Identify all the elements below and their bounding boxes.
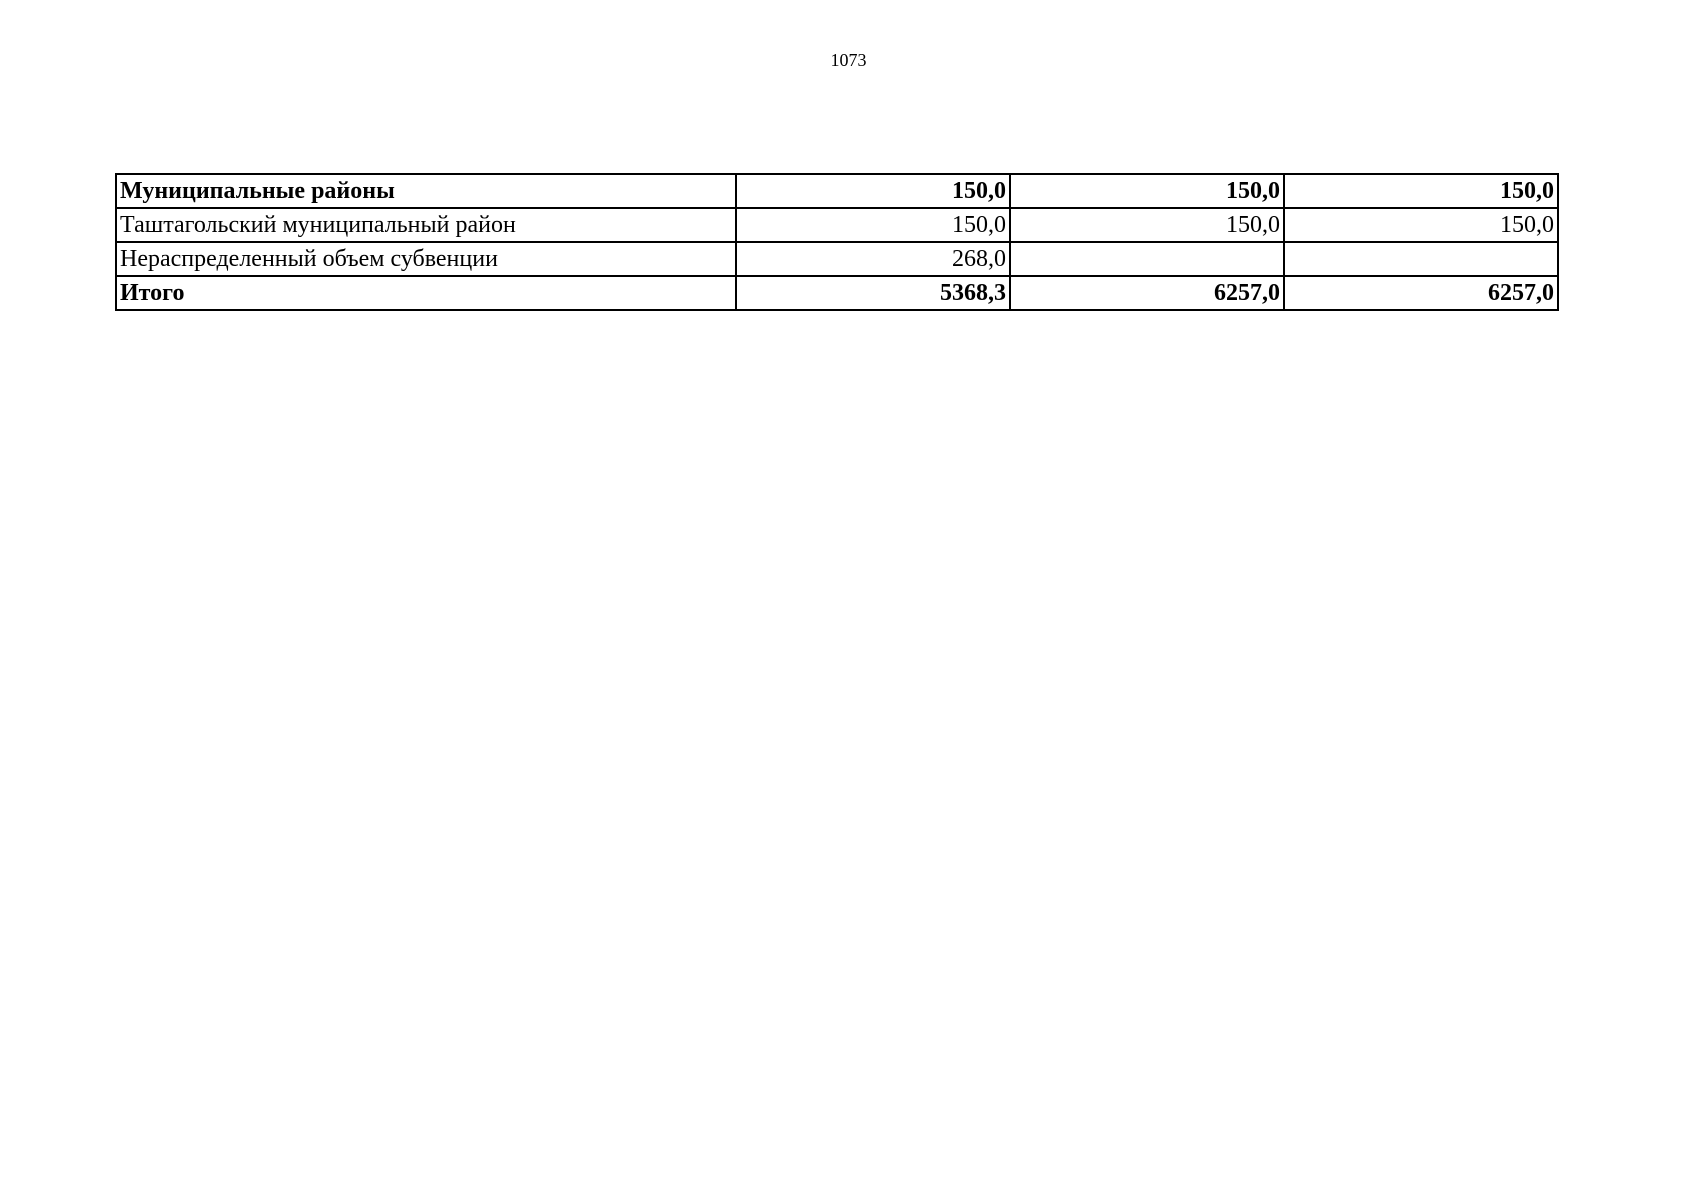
table-row-tashtagol-district xyxy=(116,208,1558,242)
value-cell: 6257,0 xyxy=(1284,276,1558,310)
table-row-municipal-districts xyxy=(116,174,1558,208)
value-cell: 150,0 xyxy=(1010,208,1284,242)
value-cell: 268,0 xyxy=(736,242,1010,276)
row-label: Итого xyxy=(116,276,736,310)
value-cell: 150,0 xyxy=(736,174,1010,208)
row-label: Нераспределенный объем субвенции xyxy=(116,242,736,276)
row-label: Муниципальные районы xyxy=(116,174,736,208)
table-row-total xyxy=(116,276,1558,310)
row-label: Таштагольский муниципальный район xyxy=(116,208,736,242)
value-cell: 6257,0 xyxy=(1010,276,1284,310)
page-number: 1073 xyxy=(830,50,867,70)
value-cell: 150,0 xyxy=(736,208,1010,242)
table-row-unallocated-subvention xyxy=(116,242,1558,276)
value-cell xyxy=(1010,242,1284,276)
value-cell xyxy=(1284,242,1558,276)
subvention-table xyxy=(115,173,1559,311)
value-cell: 150,0 xyxy=(1010,174,1284,208)
value-cell: 150,0 xyxy=(1284,208,1558,242)
value-cell: 5368,3 xyxy=(736,276,1010,310)
value-cell: 150,0 xyxy=(1284,174,1558,208)
